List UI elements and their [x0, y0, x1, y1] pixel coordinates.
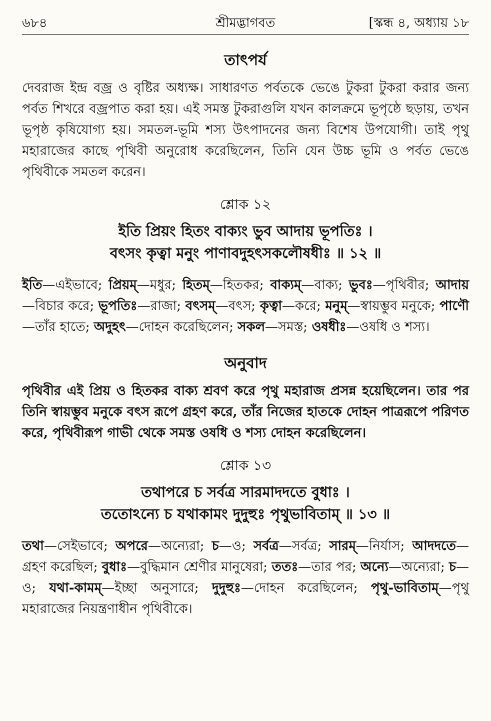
synonym-meaning: ও	[22, 581, 32, 596]
synonym-meaning: বাক্য	[314, 278, 339, 293]
synonym-meaning: পৃথু মহারাজের নিয়ন্ত্রণাধীন পৃথিবীকে।	[22, 581, 469, 617]
synonym-word: দুদুহুঃ	[212, 581, 241, 596]
synonym-word: তথা	[22, 539, 44, 554]
synonym-meaning: ও	[231, 539, 242, 554]
synonym-word: সর্বত্র	[253, 539, 279, 554]
synonym-word: যথা-কামম্	[49, 581, 102, 596]
chapter-reference: [স্কন্ধ ৪, অধ্যায় ১৮	[368, 16, 469, 31]
synonym-meaning: অন্যেরা	[401, 560, 441, 575]
synonym-meaning: বৎস	[228, 299, 252, 314]
synonym-word: ইতি	[22, 278, 43, 293]
synonym-word: অদুহৎ	[93, 320, 126, 335]
synonym-meaning: সমস্ত	[278, 320, 304, 335]
synonym-meaning: বিচার করে	[35, 299, 90, 314]
sloka-13-synonyms: তথা—সেইভাবে; অপরে—অন্যেরা; চ—ও; সর্বত্র—সর্বত্র; সারম্—নির্যাস; আদদতে—গ্রহণ করেছিল; বুধাঃ—বুদ্ধিমান শ্রেণীর মানুষেরা; ততঃ—তার পর; অন্যে—অন্যেরা; চ—ও; যথা-কামম্—ইচ্ছা অনুসারে; দুদুহুঃ—দোহন করেছিলেন; পৃথু-ভাবিতাম্—পৃথু মহারাজের নিয়ন্ত্রণাধীন পৃথিবীকে।	[22, 539, 470, 617]
synonym-meaning: করে	[295, 299, 317, 314]
synonym-word: অন্যে	[360, 560, 389, 575]
synonym-word: আদায়	[435, 278, 470, 293]
synonym-word: পাণৌ	[439, 299, 470, 314]
synonym-word: পৃথু-ভাবিতাম্	[370, 581, 439, 596]
running-title: শ্রীমদ্ভাগবত	[215, 16, 276, 31]
synonym-word: কৃত্বা	[259, 299, 283, 314]
synonym-meaning: তাঁর হাতে	[35, 320, 86, 335]
synonym-meaning: ওষধি ও শস্য।	[359, 320, 430, 335]
sloka-13-label: শ্লোক ১৩	[219, 458, 272, 474]
synonym-word: সকল	[237, 320, 266, 335]
sloka-13-line-2: ততোঽন্যে চ যথাকামং দুদুহুঃ পৃথুভাবিতাম্ ॥ ১৩ ॥	[100, 506, 391, 523]
synonym-word: চ	[211, 539, 219, 554]
sloka-13-line-1: তথাপরে চ সর্বত্র সারমাদদতে বুধাঃ ।	[141, 484, 350, 501]
synonym-word: মনুম্	[325, 299, 348, 314]
purport-text: দেবরাজ ইন্দ্র বজ্র ও বৃষ্টির অধ্যক্ষ। সাধারণত পর্বতকে ভেঙে টুকরা টুকরা করার জন্য পর্বত শিখরে বজ্রপাত করা হয়। এই সমস্ত টুকরাগুলি যখন কালক্রমে ভূপৃষ্ঠে ছড়ায়, তখন ভূপৃষ্ঠ কৃষিযোগ্য হয়। সমতল-ভূমি শস্য উৎপাদনের জন্য বিশেষ উপযোগী। তাই পৃথু মহারাজের কাছে পৃথিবী অনুরোধ করেছিলেন, তিনি যেন উচ্চ ভূমি ও পর্বত ভেঙে পৃথিবীকে সমতল করেন।	[22, 81, 469, 180]
synonym-meaning: তার পর	[311, 560, 352, 575]
synonym-meaning: গ্রহণ করেছিল	[22, 560, 94, 575]
synonym-word: ততঃ	[271, 560, 299, 575]
synonym-word: বাক্যম্	[270, 278, 302, 293]
synonym-meaning: অন্যেরা	[160, 539, 200, 554]
synonym-word: আদদতে	[412, 539, 457, 554]
synonym-meaning: হিতকর	[222, 278, 260, 293]
synonym-word: ভুবঃ	[348, 278, 373, 293]
synonym-word: ওষধীঃ	[311, 320, 347, 335]
synonym-meaning: পৃথিবীর	[385, 278, 425, 293]
translation-12-text: পৃথিবীর এই প্রিয় ও হিতকর বাক্য শ্রবণ করে পৃথু মহারাজ প্রসন্ন হয়েছিলেন। তার পর তিনি স্বায়ম্ভুব মনুকে বৎস রূপে গ্রহণ করে, তাঁর নিজের হাতকে দোহন পাত্ররূপে পরিণত করে, পৃথিবীরূপ গাভী থেকে সমস্ত ওষধি ও শস্য দোহন করেছিলেন।	[22, 384, 469, 441]
synonym-meaning: সর্বত্র	[291, 539, 318, 554]
page-header	[22, 10, 469, 35]
translation-heading: অনুবাদ	[224, 354, 267, 372]
synonym-meaning: ইচ্ছা অনুসারে	[114, 581, 195, 596]
synonym-word: ভূপতিঃ	[98, 299, 138, 314]
synonym-meaning: এইভাবে	[55, 278, 98, 293]
synonym-word: হিতম্	[182, 278, 210, 293]
synonym-meaning: সেইভাবে	[56, 539, 104, 554]
synonym-word: সারম্	[329, 539, 356, 554]
synonym-word: বুধাঃ	[101, 560, 128, 575]
synonym-meaning: মধুর	[149, 278, 172, 293]
sloka-12-synonyms: ইতি—এইভাবে; প্রিয়ম্—মধুর; হিতম্—হিতকর; বাক্যম্—বাক্য; ভুবঃ—পৃথিবীর; আদায়—বিচার করে; ভূপতিঃ—রাজা; বৎসম্—বৎস; কৃত্বা—করে; মনুম্—স্বায়ম্ভুব মনুকে; পাণৌ—তাঁর হাতে; অদুহৎ—দোহন করেছিলেন; সকল—সমস্ত; ওষধীঃ—ওষধি ও শস্য।	[22, 278, 470, 335]
purport-heading: তাৎপর্য	[224, 51, 267, 69]
synonym-meaning: রাজা	[150, 299, 177, 314]
synonym-meaning: দোহন করেছিলেন	[253, 581, 354, 596]
synonym-meaning: দোহন করেছিলেন	[138, 320, 230, 335]
sloka-12-line-1: ইতি প্রিয়ং হিতং বাক্যং ভুব আদায় ভূপতিঃ ।	[118, 223, 373, 240]
sloka-12-label: শ্লোক ১২	[219, 197, 272, 213]
page-number: ৬৮৪	[22, 16, 48, 31]
sloka-12-line-2: বৎসং কৃত্বা মনুং পাণাবদুহৎসকলৌষধীঃ ॥ ১২ ॥	[109, 245, 382, 262]
synonym-meaning: স্বায়ম্ভুব মনুকে	[360, 299, 431, 314]
synonym-word: চ	[448, 560, 456, 575]
synonym-meaning: নির্যাস	[368, 539, 401, 554]
synonym-word: প্রিয়ম্	[108, 278, 137, 293]
synonym-word: অপরে	[115, 539, 148, 554]
synonym-word: বৎসম্	[185, 299, 216, 314]
synonym-meaning: বুদ্ধিমান শ্রেণীর মানুষেরা	[140, 560, 264, 575]
